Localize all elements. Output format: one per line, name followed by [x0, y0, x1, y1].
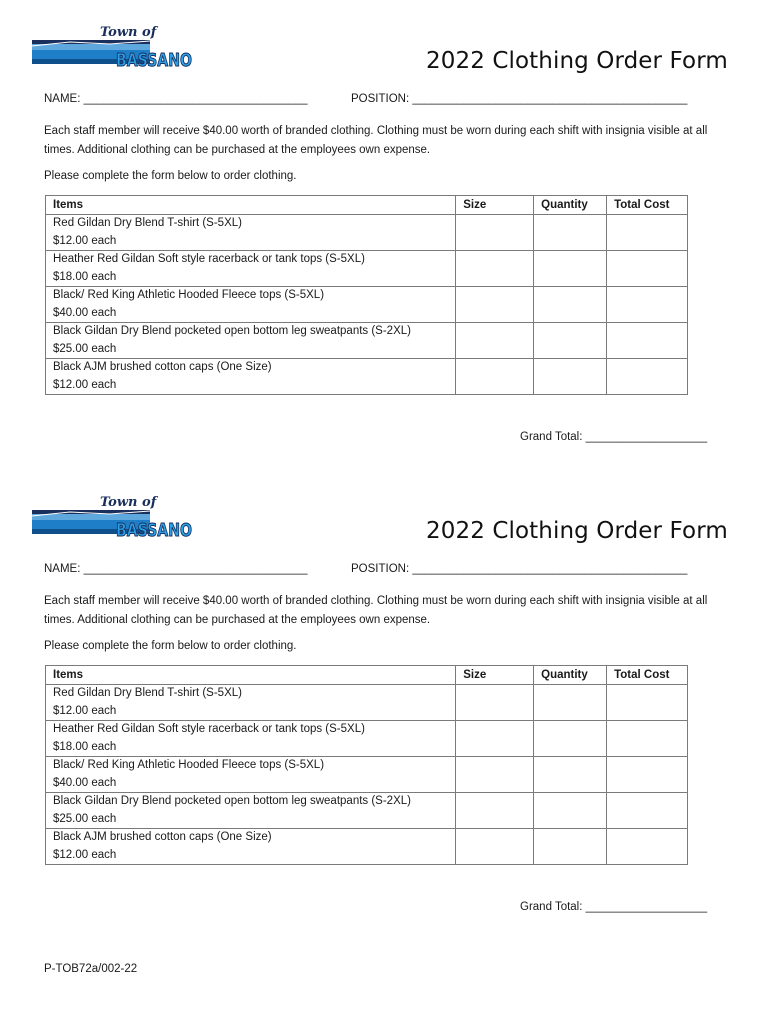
svg-text:Town of: Town of [100, 495, 157, 510]
header-quantity: Quantity [534, 666, 607, 685]
size-cell[interactable] [456, 287, 534, 323]
item-name: Heather Red Gildan Soft style racerback or tank tops (S-5XL) [53, 723, 365, 735]
item-price: $18.00 each [53, 740, 117, 753]
header-size: Size [456, 666, 534, 685]
item-cell [46, 251, 456, 287]
quantity-cell[interactable] [534, 287, 607, 323]
item-cell [46, 757, 456, 793]
size-cell[interactable] [456, 793, 534, 829]
item-cell [46, 793, 456, 829]
item-name: Red Gildan Dry Blend T-shirt (S-5XL) [53, 217, 242, 229]
grand-total-field[interactable]: Grand Total: ___________________ [520, 431, 708, 443]
item-cell [46, 215, 456, 251]
position-field[interactable]: POSITION: ___________________________________________ [351, 563, 688, 575]
item-price: $12.00 each [53, 234, 117, 247]
item-cell [46, 287, 456, 323]
item-price: $40.00 each [53, 306, 117, 319]
town-logo-icon [30, 492, 194, 544]
quantity-cell[interactable] [534, 757, 607, 793]
table-row [46, 359, 688, 395]
svg-text:BASSANO: BASSANO [116, 520, 192, 541]
header-total-cost: Total Cost [607, 666, 688, 685]
item-name: Black/ Red King Athletic Hooded Fleece tops (S-5XL) [53, 759, 325, 771]
total-cost-cell[interactable] [607, 721, 688, 757]
table-row [46, 721, 688, 757]
table-row [46, 757, 688, 793]
quantity-cell[interactable] [534, 829, 607, 865]
total-cost-cell[interactable] [607, 685, 688, 721]
table-header-row [46, 666, 688, 685]
quantity-cell[interactable] [534, 793, 607, 829]
items-table [45, 665, 688, 865]
total-cost-cell[interactable] [607, 287, 688, 323]
item-price: $25.00 each [53, 342, 117, 355]
total-cost-cell[interactable] [607, 359, 688, 395]
header-size: Size [456, 196, 534, 215]
table-row [46, 793, 688, 829]
item-price: $18.00 each [53, 270, 117, 283]
item-name: Black Gildan Dry Blend pocketed open bottom leg sweatpants (S-2XL) [53, 325, 411, 337]
item-cell [46, 721, 456, 757]
form-title: 2022 Clothing Order Form [426, 48, 728, 74]
quantity-cell[interactable] [534, 685, 607, 721]
item-name: Black AJM brushed cotton caps (One Size) [53, 831, 272, 843]
complete-form-note: Please complete the form below to order clothing. [44, 640, 297, 652]
header-total-cost: Total Cost [607, 196, 688, 215]
size-cell[interactable] [456, 721, 534, 757]
item-price: $25.00 each [53, 812, 117, 825]
total-cost-cell[interactable] [607, 251, 688, 287]
item-name: Heather Red Gildan Soft style racerback or tank tops (S-5XL) [53, 253, 365, 265]
quantity-cell[interactable] [534, 359, 607, 395]
item-name: Black/ Red King Athletic Hooded Fleece tops (S-5XL) [53, 289, 325, 301]
instructions-paragraph: Each staff member will receive $40.00 worth of branded clothing. Clothing must be worn during each shift with insignia visible at all times. Additional clothing can be purchased at the employees own expense. [44, 595, 708, 626]
table-row [46, 829, 688, 865]
quantity-cell[interactable] [534, 251, 607, 287]
items-table [45, 195, 688, 395]
svg-text:Town of: Town of [100, 25, 157, 40]
item-name: Black Gildan Dry Blend pocketed open bottom leg sweatpants (S-2XL) [53, 795, 411, 807]
complete-form-note: Please complete the form below to order clothing. [44, 170, 297, 182]
size-cell[interactable] [456, 323, 534, 359]
item-price: $12.00 each [53, 704, 117, 717]
total-cost-cell[interactable] [607, 829, 688, 865]
total-cost-cell[interactable] [607, 323, 688, 359]
size-cell[interactable] [456, 685, 534, 721]
table-header-row [46, 196, 688, 215]
size-cell[interactable] [456, 215, 534, 251]
item-price: $12.00 each [53, 378, 117, 391]
size-cell[interactable] [456, 757, 534, 793]
item-cell [46, 323, 456, 359]
table-row [46, 287, 688, 323]
position-field[interactable]: POSITION: ___________________________________________ [351, 93, 688, 105]
table-row [46, 323, 688, 359]
header-items: Items [46, 666, 456, 685]
svg-text:BASSANO: BASSANO [116, 50, 192, 71]
total-cost-cell[interactable] [607, 757, 688, 793]
item-cell [46, 685, 456, 721]
form-title: 2022 Clothing Order Form [426, 518, 728, 544]
document-code: P-TOB72a/002-22 [44, 963, 138, 975]
quantity-cell[interactable] [534, 323, 607, 359]
name-field[interactable]: NAME: ___________________________________ [44, 563, 308, 575]
header-items: Items [46, 196, 456, 215]
size-cell[interactable] [456, 359, 534, 395]
item-name: Black AJM brushed cotton caps (One Size) [53, 361, 272, 373]
quantity-cell[interactable] [534, 721, 607, 757]
item-name: Red Gildan Dry Blend T-shirt (S-5XL) [53, 687, 242, 699]
item-cell [46, 829, 456, 865]
table-row [46, 215, 688, 251]
table-row [46, 251, 688, 287]
total-cost-cell[interactable] [607, 215, 688, 251]
total-cost-cell[interactable] [607, 793, 688, 829]
table-row [46, 685, 688, 721]
item-price: $12.00 each [53, 848, 117, 861]
item-price: $40.00 each [53, 776, 117, 789]
header-quantity: Quantity [534, 196, 607, 215]
name-field[interactable]: NAME: ___________________________________ [44, 93, 308, 105]
town-logo-icon [30, 22, 194, 74]
size-cell[interactable] [456, 251, 534, 287]
size-cell[interactable] [456, 829, 534, 865]
quantity-cell[interactable] [534, 215, 607, 251]
grand-total-field[interactable]: Grand Total: ___________________ [520, 901, 708, 913]
item-cell [46, 359, 456, 395]
instructions-paragraph: Each staff member will receive $40.00 worth of branded clothing. Clothing must be worn during each shift with insignia visible at all times. Additional clothing can be purchased at the employees own expense. [44, 125, 708, 156]
